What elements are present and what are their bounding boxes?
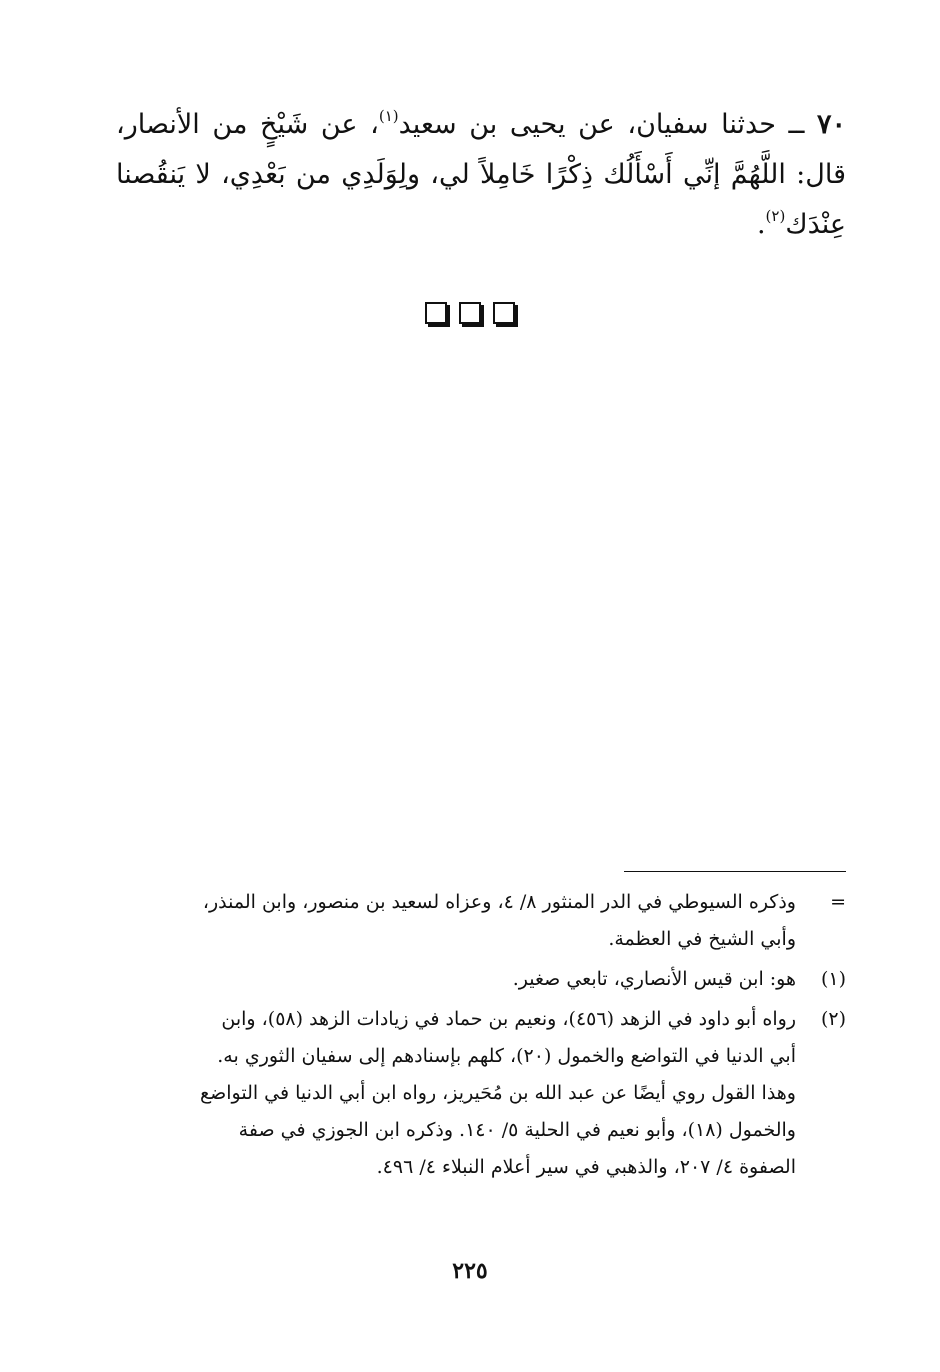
footnote-continued bbox=[86, 884, 846, 958]
footnotes bbox=[86, 884, 846, 1189]
hadith-text-part1: حدثنا سفيان، عن يحيى بن سعيد bbox=[398, 109, 776, 140]
footnote-line: هو: ابن قيس الأنصاري، تابعي صغير. bbox=[512, 968, 796, 990]
hadith-dash: ــ bbox=[775, 109, 817, 140]
footnote-line: رواه أبو داود في الزهد (٤٥٦)، ونعيم بن حماد في زيادات الزهد (٥٨)، وابن bbox=[221, 1008, 796, 1030]
footnote-divider bbox=[624, 871, 846, 872]
footnote-line: والخمول (١٨)، وأبو نعيم في الحلية ٥/ ١٤٠. وذكره ابن الجوزي في صفة bbox=[238, 1119, 796, 1141]
separator-box-icon bbox=[425, 302, 447, 324]
footnote-number: (١) bbox=[820, 968, 846, 990]
hadith-text-end: . bbox=[756, 209, 766, 240]
separator-box-icon bbox=[459, 302, 481, 324]
hadith-text-part2: ، عن شَيْخٍ من الأنصار، قال: اللَّهُمَّ إنِّي أَسْأَلُك ذِكْرًا خَامِلاً لي، ولِوَلَدِي من بَعْدِي، لا يَنقُصنا عِنْدَك bbox=[116, 109, 846, 240]
footnote-ref-2: (٢) bbox=[765, 207, 786, 225]
page-number: ٢٢٥ bbox=[452, 1258, 488, 1284]
footnote-2 bbox=[86, 1001, 846, 1186]
footnote-ref-1: (١) bbox=[378, 107, 399, 125]
footnote-line: وأبي الشيخ في العظمة. bbox=[608, 928, 796, 950]
continuation-mark: = bbox=[830, 891, 846, 913]
hadith-number: ٧٠ bbox=[816, 109, 846, 140]
section-separator bbox=[0, 302, 940, 324]
footnote-line: أبي الدنيا في التواضع والخمول (٢٠)، كلهم بإسنادهم إلى سفيان الثوري به. bbox=[217, 1045, 796, 1067]
footnote-line: وهذا القول روي أيضًا عن عبد الله بن مُحَيريز، رواه ابن أبي الدنيا في التواضع bbox=[200, 1082, 796, 1104]
separator-box-icon bbox=[493, 302, 515, 324]
hadith-text bbox=[116, 100, 846, 250]
footnote-line: وذكره السيوطي في الدر المنثور ٨/ ٤، وعزاه لسعيد بن منصور، وابن المنذر، bbox=[202, 891, 796, 913]
footnote-1 bbox=[86, 961, 846, 998]
footnote-number: (٢) bbox=[820, 1008, 846, 1030]
hadith-paragraph bbox=[116, 100, 846, 250]
footnote-line: الصفوة ٤/ ٢٠٧، والذهبي في سير أعلام النبلاء ٤/ ٤٩٦. bbox=[376, 1156, 796, 1178]
